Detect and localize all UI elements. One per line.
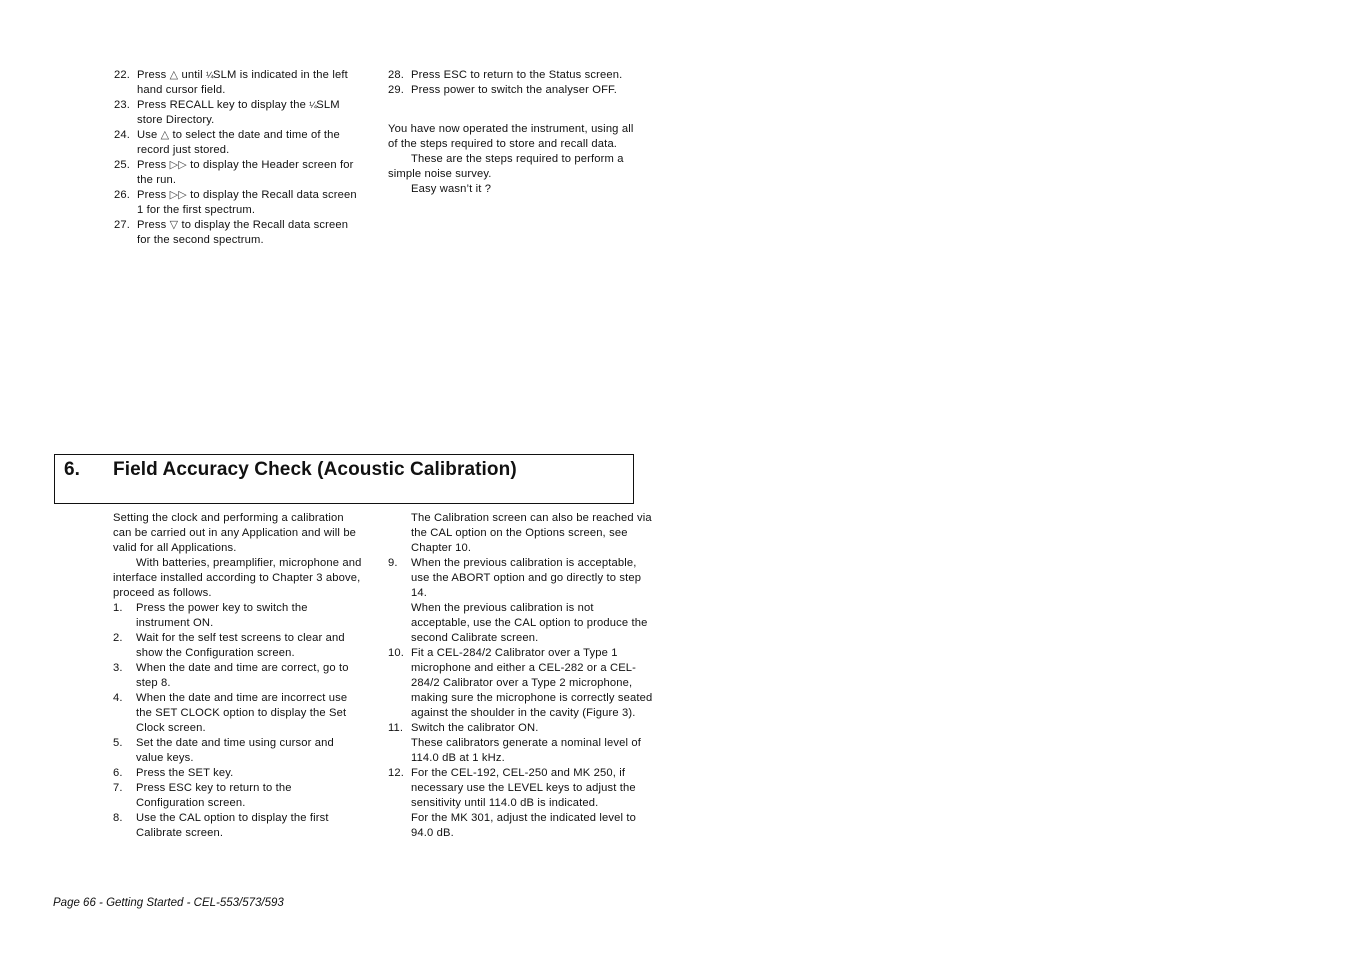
- step-number: 23.: [114, 99, 131, 111]
- double-right-arrow-icon: ▷▷: [169, 159, 187, 171]
- fraction-quarter: ¼: [309, 100, 317, 110]
- up-triangle-icon: △: [160, 129, 170, 141]
- step-number: 3.: [113, 662, 123, 674]
- step-text: [137, 219, 348, 246]
- step-number: 11.: [388, 722, 404, 734]
- section-heading-box: [54, 454, 634, 504]
- spacer: [388, 98, 636, 122]
- step-number: 9.: [388, 557, 398, 569]
- list-item: [114, 218, 364, 248]
- text-run: Use: [137, 129, 161, 141]
- step-number: 1.: [113, 602, 123, 614]
- step-text: Switch the calibrator ON.: [411, 722, 539, 734]
- step-text: [137, 159, 353, 186]
- step-text: Wait for the self test screens to clear and show the Configuration screen.: [136, 632, 345, 659]
- step-text: Use the CAL option to display the first Calibrate screen.: [136, 812, 329, 839]
- text-run: Press: [137, 219, 170, 231]
- text-run: to select the date and time of the record just stored.: [137, 129, 340, 156]
- section-number: 6.: [64, 459, 80, 480]
- step-number: 25.: [114, 159, 131, 171]
- step-text: Press ESC to return to the Status screen.: [411, 69, 623, 81]
- bottom-right-column: [388, 511, 653, 841]
- list-item: [114, 98, 364, 128]
- list-item: [388, 68, 636, 83]
- step-text: [137, 99, 340, 126]
- step-text: [137, 69, 348, 96]
- step-text: [137, 129, 340, 156]
- step-number: 7.: [113, 782, 123, 794]
- text-run: to display the Recall data screen for the second spectrum.: [137, 219, 349, 246]
- step-number: 12.: [388, 767, 405, 779]
- step-note: For the MK 301, adjust the indicated level to 94.0 dB.: [411, 812, 637, 839]
- step-text: [137, 189, 357, 216]
- text-run: SLM is indicated in the left hand cursor field.: [137, 69, 348, 96]
- top-right-column: [388, 68, 636, 197]
- top-left-column: [114, 68, 364, 248]
- list-item: [113, 766, 363, 781]
- step-number: 6.: [113, 767, 123, 779]
- step-note: These calibrators generate a nominal level of 114.0 dB at 1 kHz.: [411, 737, 642, 764]
- fraction-quarter: ¼: [206, 70, 214, 80]
- paragraph: Setting the clock and performing a calibration can be carried out in any Application and will be valid for all Applications.: [113, 512, 357, 554]
- step-number: 26.: [114, 189, 131, 201]
- list-item: [388, 83, 636, 98]
- step-text: Fit a CEL-284/2 Calibrator over a Type 1 microphone and either a CEL-282 or a CEL-284/2 Calibrator over a Type 2 microphone, making sure the microphone is correctly seated against the shoulder in the cavity (Figure 3).: [411, 647, 653, 719]
- step-number: 24.: [114, 129, 131, 141]
- list-item: [113, 691, 363, 736]
- step-text: Press the power key to switch the instrument ON.: [136, 602, 308, 629]
- list-item: [113, 811, 363, 841]
- text-run: until: [178, 69, 207, 81]
- paragraph: These are the steps required to perform a simple noise survey.: [388, 153, 624, 180]
- step-text: When the previous calibration is acceptable, use the ABORT option and go directly to step 14.: [411, 557, 642, 599]
- step-number: 10.: [388, 647, 405, 659]
- list-item: [113, 661, 363, 691]
- list-item: [113, 736, 363, 766]
- step-number: 27.: [114, 219, 131, 231]
- step-text: When the date and time are correct, go to step 8.: [136, 662, 349, 689]
- step-text: Press ESC key to return to the Configuration screen.: [136, 782, 292, 809]
- step-number: 28.: [388, 69, 405, 81]
- section-title: Field Accuracy Check (Acoustic Calibration): [113, 459, 517, 480]
- bottom-left-column: [113, 511, 363, 841]
- list-item: [388, 721, 653, 766]
- step-number: 5.: [113, 737, 123, 749]
- list-item: [113, 601, 363, 631]
- step-number: 2.: [113, 632, 123, 644]
- list-item: [114, 68, 364, 98]
- step-number: 4.: [113, 692, 123, 704]
- list-item: [388, 556, 653, 646]
- paragraph: You have now operated the instrument, using all of the steps required to store and recall data.: [388, 123, 634, 150]
- list-item: [114, 128, 364, 158]
- text-run: Press RECALL key to display the: [137, 99, 310, 111]
- text-run: Press: [137, 69, 170, 81]
- list-item: [388, 766, 653, 841]
- list-item: [113, 631, 363, 661]
- up-triangle-icon: △: [169, 69, 179, 81]
- double-right-arrow-icon: ▷▷: [169, 189, 187, 201]
- text-run: Press: [137, 189, 170, 201]
- intro-paragraph: The Calibration screen can also be reached via the CAL option on the Options screen, see Chapter 10.: [411, 512, 652, 554]
- step-number: 8.: [113, 812, 123, 824]
- text-run: to display the Recall data screen 1 for the first spectrum.: [137, 189, 357, 216]
- list-item: [114, 188, 364, 218]
- step-number: 29.: [388, 84, 405, 96]
- step-number: 22.: [114, 69, 131, 81]
- text-run: Press: [137, 159, 170, 171]
- page-footer: Page 66 - Getting Started - CEL-553/573/593: [53, 897, 284, 909]
- list-item: [114, 158, 364, 188]
- list-item: [113, 781, 363, 811]
- step-text: Press power to switch the analyser OFF.: [411, 84, 618, 96]
- step-text: When the date and time are incorrect use the SET CLOCK option to display the Set Clock screen.: [136, 692, 348, 734]
- list-item: [388, 646, 653, 721]
- step-text: Set the date and time using cursor and value keys.: [136, 737, 334, 764]
- step-note: When the previous calibration is not acceptable, use the CAL option to produce the second Calibrate screen.: [411, 602, 648, 644]
- text-run: SLM store Directory.: [137, 99, 340, 126]
- text-run: to display the Header screen for the run.: [137, 159, 354, 186]
- step-text: Press the SET key.: [136, 767, 234, 779]
- paragraph: Easy wasn’t it ?: [411, 183, 492, 195]
- paragraph: With batteries, preamplifier, microphone and interface installed according to Chapter 3 above, proceed as follows.: [113, 557, 362, 599]
- down-triangle-icon: ▽: [169, 219, 179, 231]
- step-text: For the CEL-192, CEL-250 and MK 250, if necessary use the LEVEL keys to adjust the sensitivity until 114.0 dB is indicated.: [411, 767, 636, 809]
